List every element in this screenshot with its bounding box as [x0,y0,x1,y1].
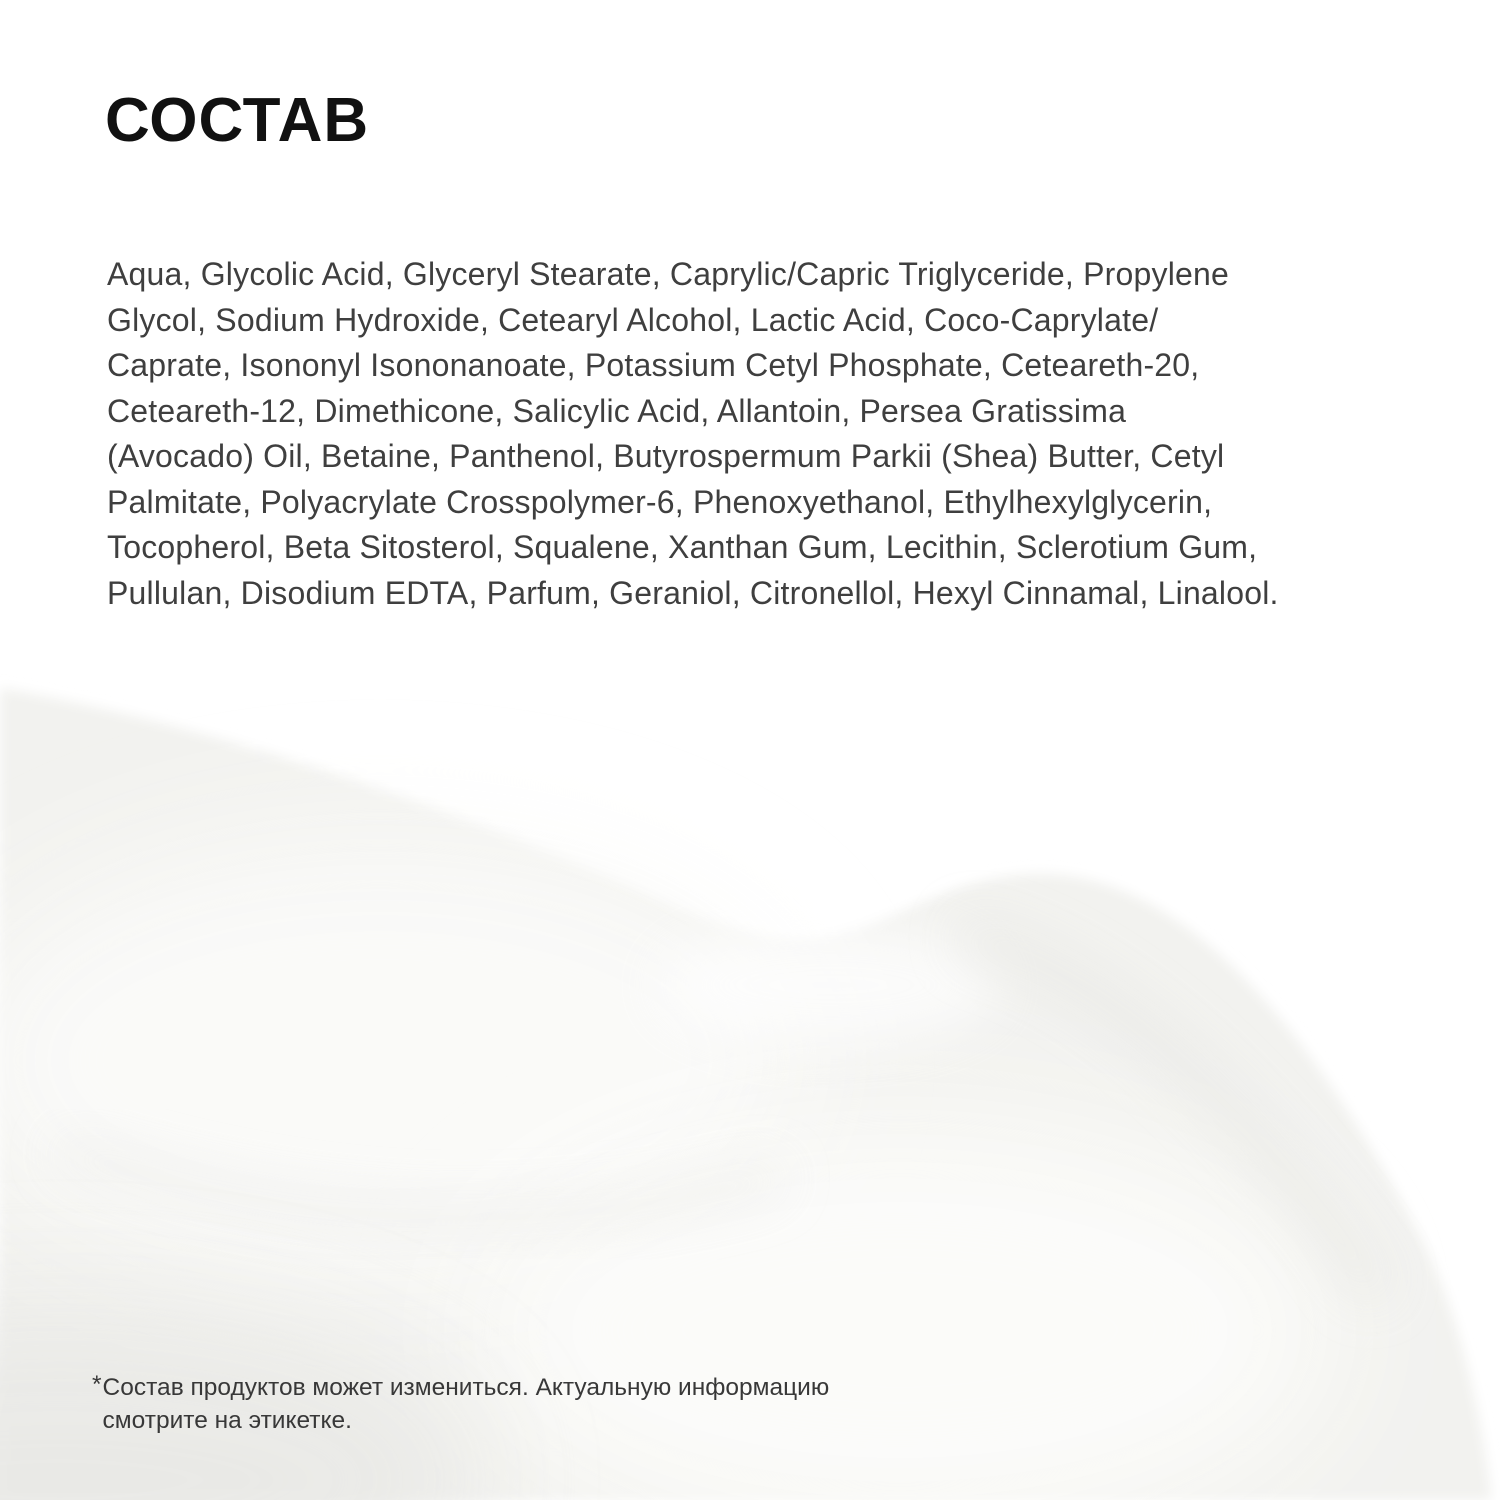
ingredients-paragraph: Aqua, Glycolic Acid, Glyceryl Stearate, Caprylic/Capric Triglyceride, Propylene Glycol, Sodium Hydroxide, Cetearyl Alcohol, Lactic Acid, Coco-Caprylate/ Caprate, Isononyl Isononanoate, Potassium Cetyl Phosphate, Ceteareth-20, Ceteareth-12, Dimethicone, Salicylic Acid, Allantoin, Persea Gratissima (Avocado) Oil, Betaine, Panthenol, Butyrospermum Parkii (Shea) Butter, Cetyl Palmitate, Polyacrylate Crosspolymer-6, Phenoxyethanol, Ethylhexylglycerin, Tocopherol, Beta Sitosterol, Squalene, Xanthan Gum, Lecithin, Sclerotium Gum, Pullulan, Disodium EDTA, Parfum, Geraniol, Citronellol, Hexyl Cinnamal, Linalool. [107,256,1279,611]
footnote-text: Состав продуктов может измениться. Актуальную информацию смотрите на этикетке. [102,1374,830,1434]
page-title: СОСТАВ [105,86,370,155]
footnote [92,1372,829,1437]
footnote-asterisk: * [92,1371,102,1398]
